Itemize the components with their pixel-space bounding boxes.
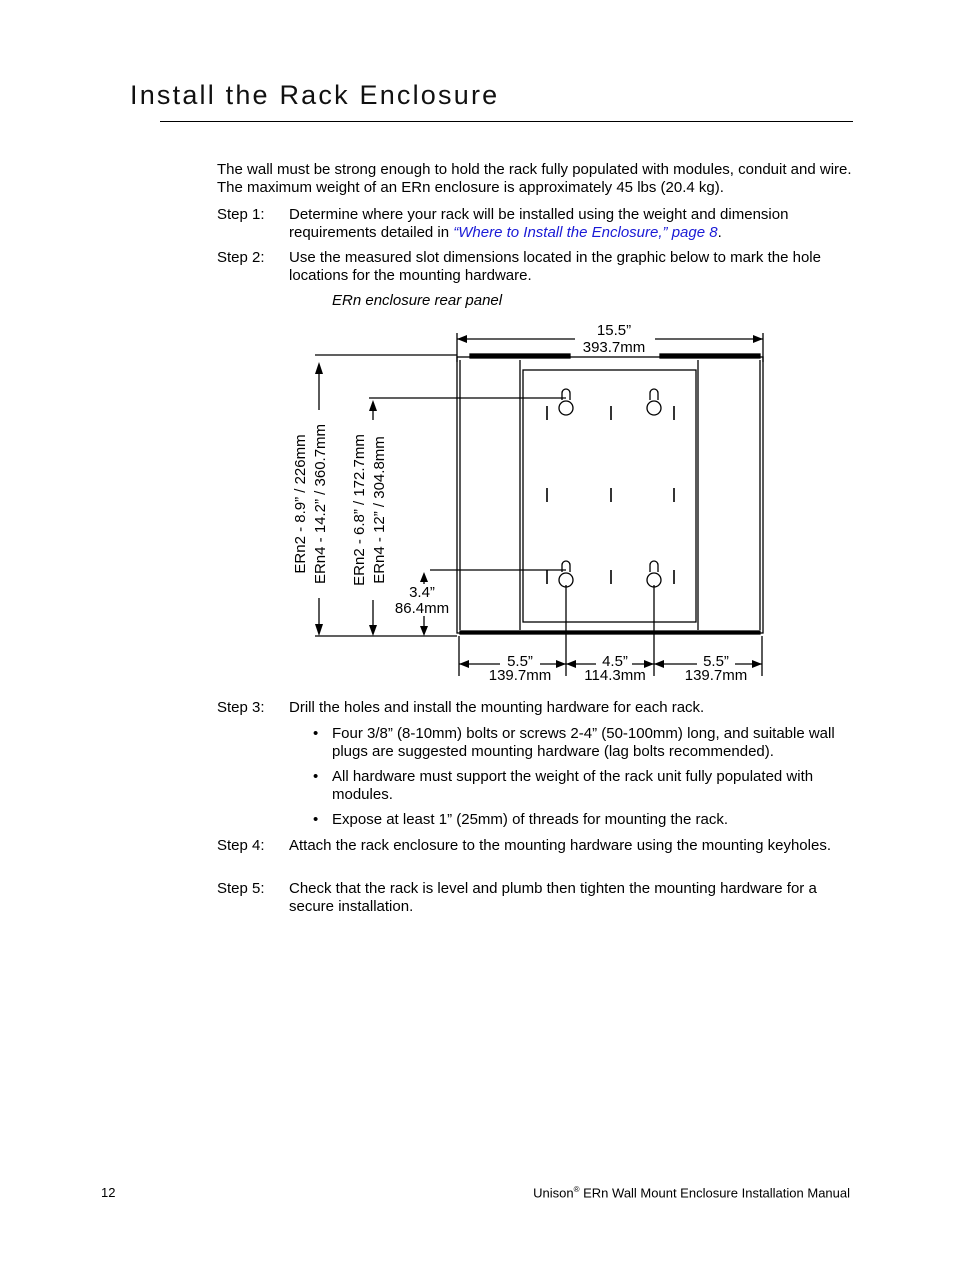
- overall-height-label-1: ERn2 - 8.9” / 226mm: [292, 434, 309, 574]
- keyhole-bottom-left: [559, 561, 573, 587]
- bullet-3-marker: •: [313, 811, 319, 828]
- mounting-slots: [547, 406, 674, 584]
- bottom-mid-mm-label: 114.3mm: [584, 667, 646, 684]
- bottom-offset-mm-label: 86.4mm: [394, 600, 450, 617]
- bottom-mid-in-label: 4.5”: [602, 653, 628, 670]
- bullet-2-marker: •: [313, 768, 319, 785]
- keyhole-top-left: [559, 389, 573, 415]
- step-1-text-after: .: [717, 223, 722, 241]
- enclosure-rear-panel-diagram: [0, 310, 954, 690]
- footer-brand: Unison: [533, 1185, 574, 1201]
- step-1-text-before: Determine where your rack will be installed using the weight and dimension requirements detailed in: [289, 206, 789, 241]
- step-1-label: Step 1:: [217, 206, 265, 223]
- bullet-1-text: Four 3/8” (8-10mm) bolts or screws 2-4” (50-100mm) long, and suitable wall plugs are suggested mounting hardware (lag bolts recommended).: [332, 725, 835, 760]
- step-3-text: Drill the holes and install the mounting hardware for each rack.: [289, 699, 705, 716]
- where-to-install-link[interactable]: “Where to Install the Enclosure,” page 8: [453, 223, 718, 241]
- bottom-rail: [460, 631, 760, 634]
- bullet-2-text: All hardware must support the weight of the rack unit fully populated with modules.: [332, 768, 814, 803]
- top-rail-left: [470, 354, 570, 358]
- step-2-label: Step 2:: [217, 249, 265, 266]
- step-4-label: Step 4:: [217, 837, 265, 854]
- footer-title-text: ERn Wall Mount Enclosure Installation Manual: [579, 1185, 850, 1201]
- page-number: 12: [101, 1185, 116, 1200]
- step-5-text: Check that the rack is level and plumb then tighten the mounting hardware for a secure installation.: [289, 880, 817, 915]
- top-width-mm-label: 393.7mm: [582, 339, 646, 356]
- bullet-1-marker: •: [313, 725, 319, 742]
- page-title: Install the Rack Enclosure: [130, 80, 500, 110]
- footer-manual-title: [533, 1185, 850, 1200]
- keyhole-top-right: [647, 389, 661, 415]
- keyhole-bottom-right: [647, 561, 661, 587]
- bottom-right-in-label: 5.5”: [703, 653, 729, 670]
- step-4-text: Attach the rack enclosure to the mounting hardware using the mounting keyholes.: [289, 837, 831, 854]
- figure-caption: ERn enclosure rear panel: [332, 292, 503, 309]
- step-3-label: Step 3:: [217, 699, 265, 716]
- step-1-text: [289, 206, 855, 241]
- hole-height-label-1: ERn2 - 6.8” / 172.7mm: [351, 434, 368, 586]
- title-rule: [160, 121, 853, 122]
- step-5-label: Step 5:: [217, 880, 265, 897]
- intro-paragraph: The wall must be strong enough to hold the rack fully populated with modules, conduit and wire. The maximum weight of an ERn enclosure is approximately 45 lbs (20.4 kg).: [217, 161, 852, 196]
- bullet-3-text: Expose at least 1” (25mm) of threads for mounting the rack.: [332, 811, 729, 828]
- bottom-left-mm-label: 139.7mm: [488, 667, 552, 684]
- step-2-text: Use the measured slot dimensions located in the graphic below to mark the hole locations for the mounting hardware.: [289, 249, 821, 284]
- bottom-left-in-label: 5.5”: [507, 653, 533, 670]
- center-plate: [523, 370, 696, 622]
- hole-height-label-2: ERn4 - 12” / 304.8mm: [371, 436, 388, 584]
- top-rail-right: [660, 354, 760, 358]
- registered-mark: ®: [573, 1185, 580, 1194]
- top-width-in-label: 15.5”: [596, 322, 632, 339]
- bottom-offset-in-label: 3.4”: [409, 584, 435, 601]
- overall-height-label-2: ERn4 - 14.2” / 360.7mm: [312, 423, 329, 585]
- bottom-right-mm-label: 139.7mm: [684, 667, 748, 684]
